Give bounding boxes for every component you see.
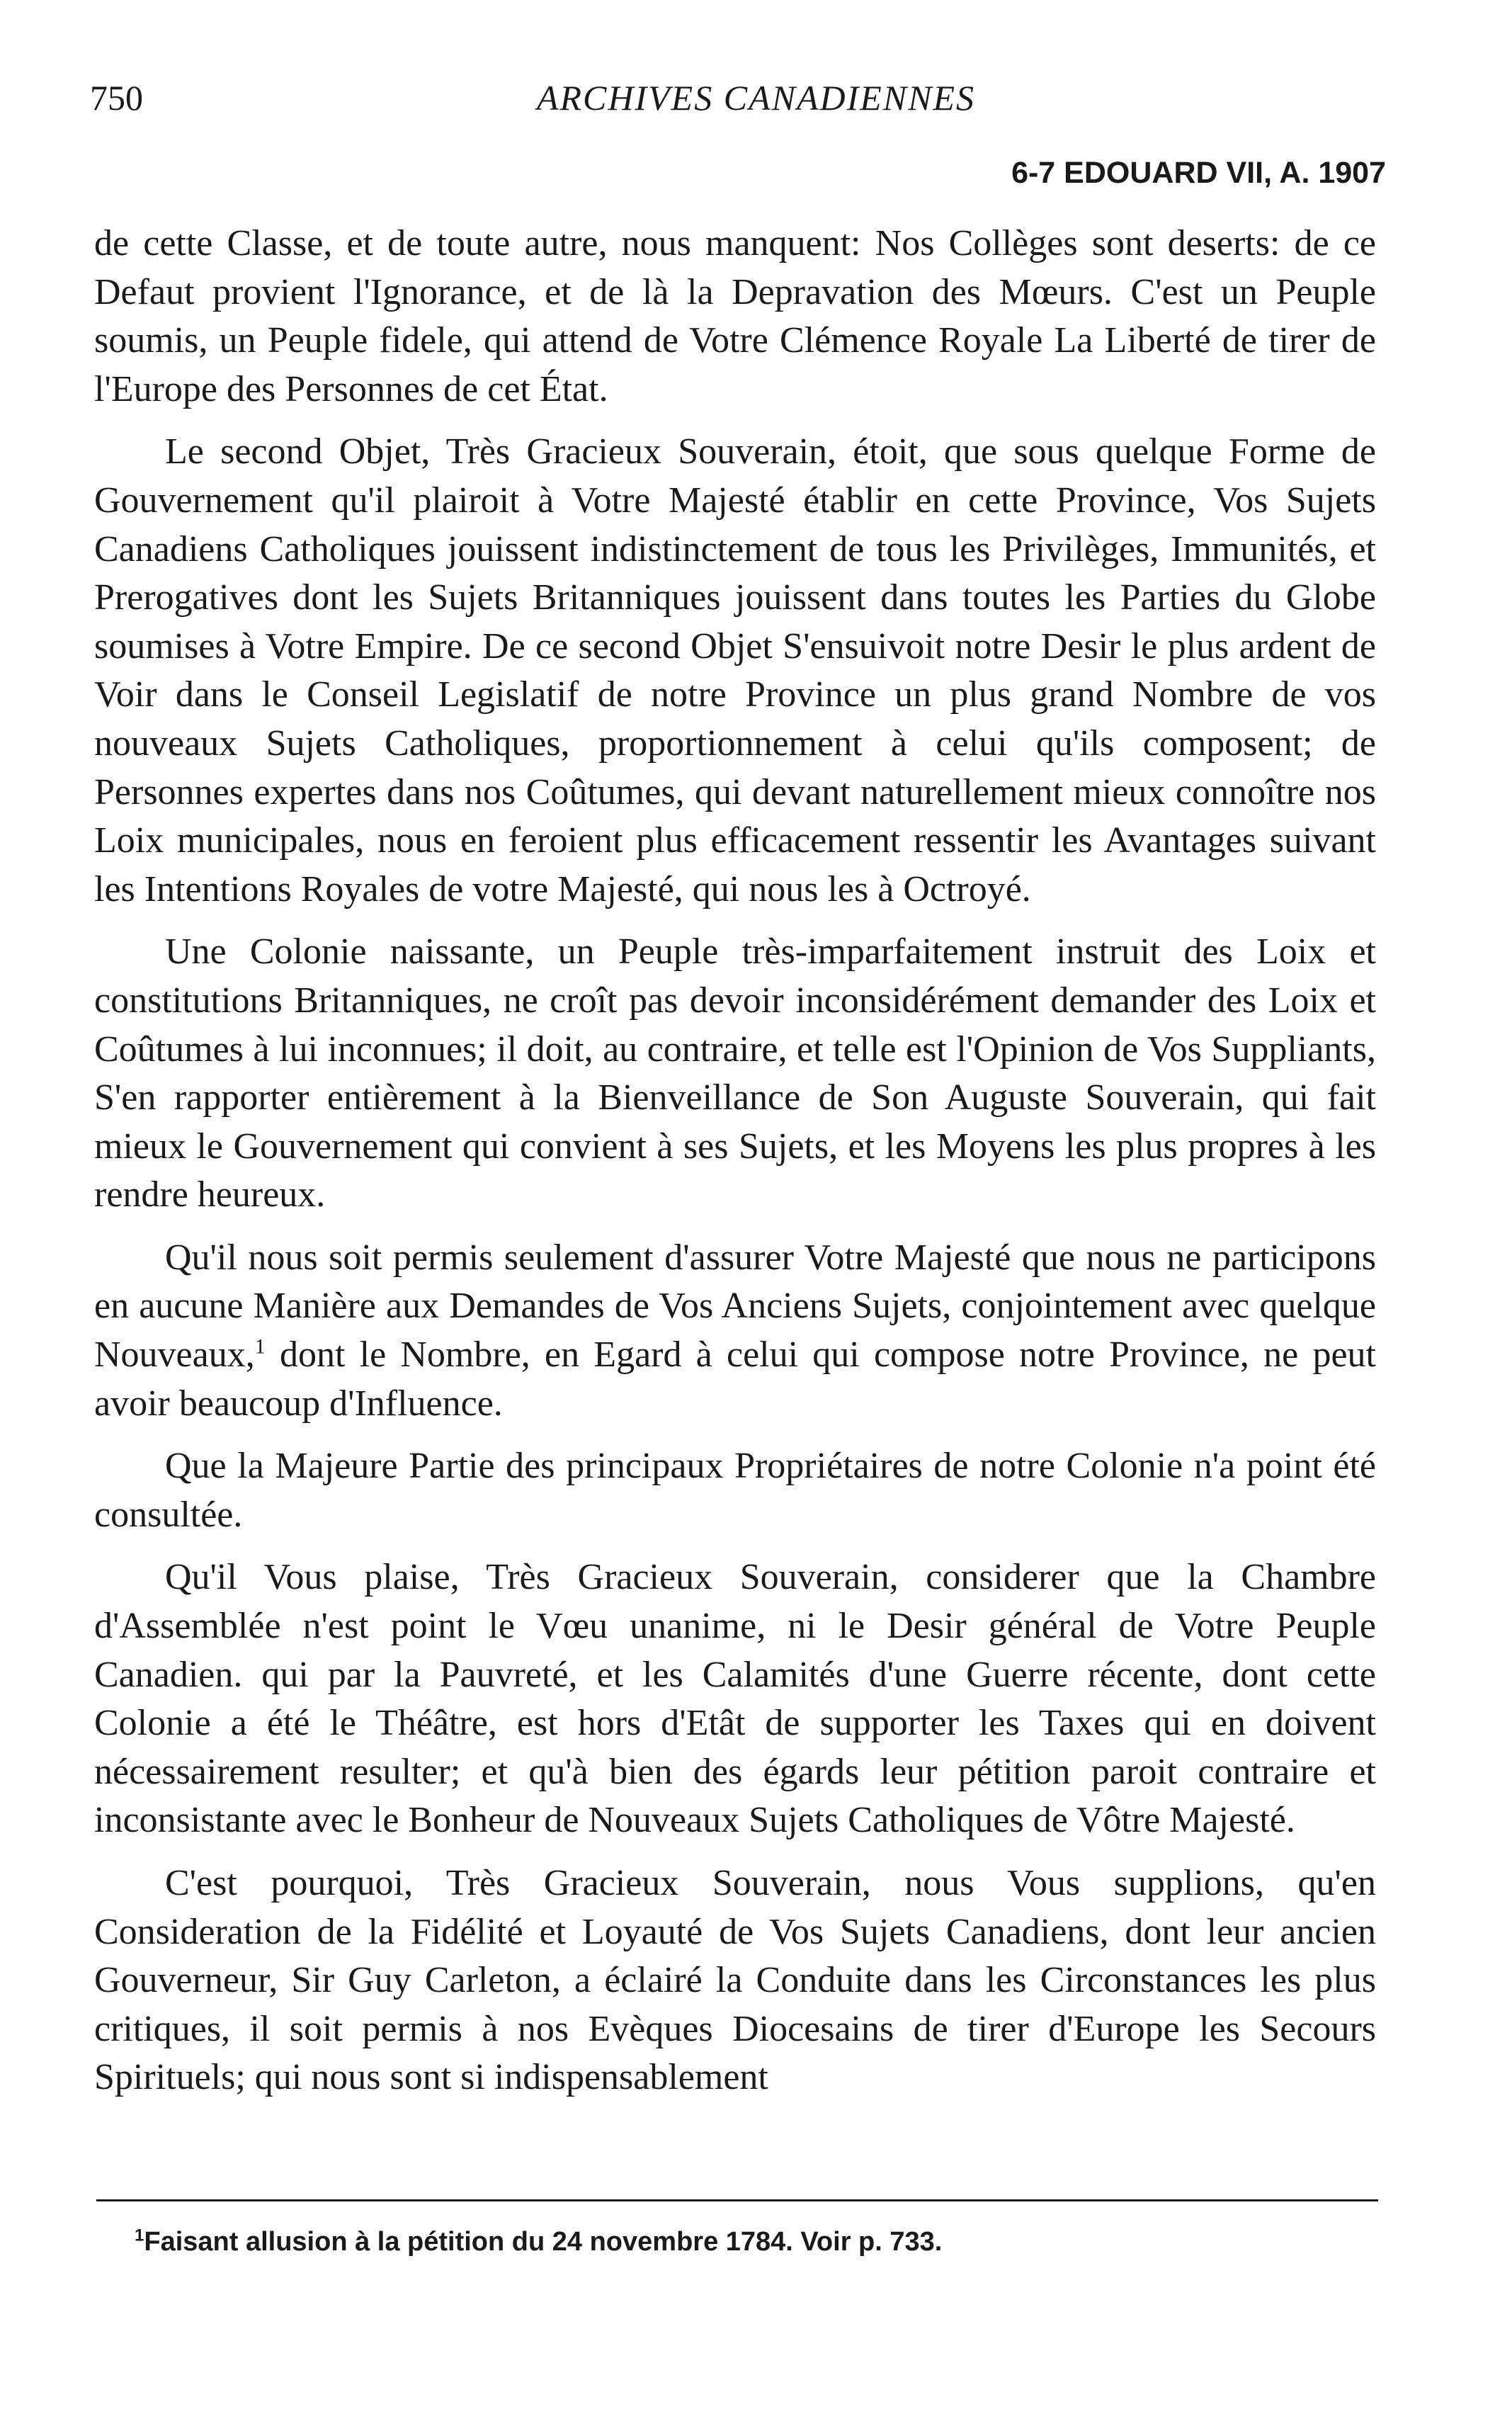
paragraph-second-object: Le second Objet, Très Gracieux Souverain, étoit, que sous quelque Forme de Gouvernement qu'il plairoit à Votre Majesté établir en cette Province, Vos Sujets Canadiens Catholiques jouissent indistinctement de tous les Privilèges, Immunités, et Prerogatives dont les Sujets Britanniques jouissent dans toutes les Parties du Globe soumises à Votre Empire. De ce second Objet S'ensuivoit notre Desir le plus ardent de Voir dans le Conseil Legislatif de notre Province un plus grand Nombre de vos nouveaux Sujets Catholiques, proportionnement à celui qu'ils composent; de Personnes expertes dans nos Coûtumes, qui devant naturellement mieux connoître nos Loix municipales, nous en feroient plus efficacement ressentir les Avantages suivant les Intentions Royales de votre Majesté, qui nous les à Octroyé. xyxy=(94,431,1376,909)
running-title: ARCHIVES CANADIENNES xyxy=(536,78,976,118)
paragraph-continued: de cette Classe, et de toute autre, nous manquent: Nos Collèges sont deserts: de ce Defaut provient l'Ignorance, et de là la Depravation des Mœurs. C'est un Peuple soumis, un Peuple fidele, qui attend de Votre Clémence Royale La Liberté de tirer de l'Europe des Personnes de cet État. xyxy=(94,223,1376,409)
paragraph-chamber: Qu'il Vous plaise, Très Gracieux Souverain, considerer que la Chambre d'Assemblée n'est point le Vœu unanime, ni le Desir général de Votre Peuple Canadien. qui par la Pauvreté, et les Calamités d'une Guerre récente, dont cette Colonie a été le Théâtre, est hors d'Etât de supporter les Taxes qui en doivent nécessairement resulter; et qu'à bien des égards leur pétition paroit contraire et inconsistante avec le Bonheur de Nouveaux Sujets Catholiques de Vôtre Majesté. xyxy=(94,1557,1376,1841)
footnote-text: Faisant allusion à la pétition du 24 novembre 1784. Voir p. 733. xyxy=(144,2227,943,2257)
footnote-divider xyxy=(96,2199,1378,2201)
session-reference: 6-7 EDOUARD VII, A. 1907 xyxy=(1011,156,1386,190)
footnote xyxy=(135,2224,1338,2260)
paragraph-assurance xyxy=(94,1234,1376,1428)
page-number: 750 xyxy=(90,78,143,118)
footnote-reference: 1 xyxy=(254,1334,266,1359)
footnote-mark: 1 xyxy=(135,2226,144,2245)
paragraph-supplication: C'est pourquoi, Très Gracieux Souverain, nous Vous supplions, qu'en Consideration de la Fidélité et Loyauté de Vos Sujets Canadiens, dont leur ancien Gouverneur, Sir Guy Carleton, a éclairé la Conduite dans les Circonstances les plus critiques, il soit permis à nos Evèques Diocesains de tirer d'Europe les Secours Spirituels; qui nous sont si indispensablement xyxy=(94,1863,1376,2098)
paragraph-new-colony: Une Colonie naissante, un Peuple très-imparfaitement instruit des Loix et constitutions Britanniques, ne croît pas devoir inconsidérément demander des Loix et Coûtumes à lui inconnues; il doit, au contraire, et telle est l'Opinion de Vos Suppliants, S'en rapporter entièrement à la Bienveillance de Son Auguste Souverain, qui fait mieux le Gouvernement qui convient à ses Sujets, et les Moyens les plus propres à les rendre heureux. xyxy=(94,931,1376,1215)
paragraph-assurance-continuation: dont le Nombre, en Egard à celui qui compose notre Province, ne peut avoir beaucoup d'Influence. xyxy=(94,1334,1376,1424)
paragraph-assurance-text: Qu'il nous soit permis seulement d'assurer Votre Majesté que nous ne participons en aucune Manière aux Demandes de Vos Anciens Sujets, conjointement avec quelque Nouveaux, xyxy=(94,1237,1376,1376)
paragraph-proprietors: Que la Majeure Partie des principaux Propriétaires de notre Colonie n'a point été consultée. xyxy=(94,1446,1376,1535)
body-text xyxy=(94,220,1376,2116)
